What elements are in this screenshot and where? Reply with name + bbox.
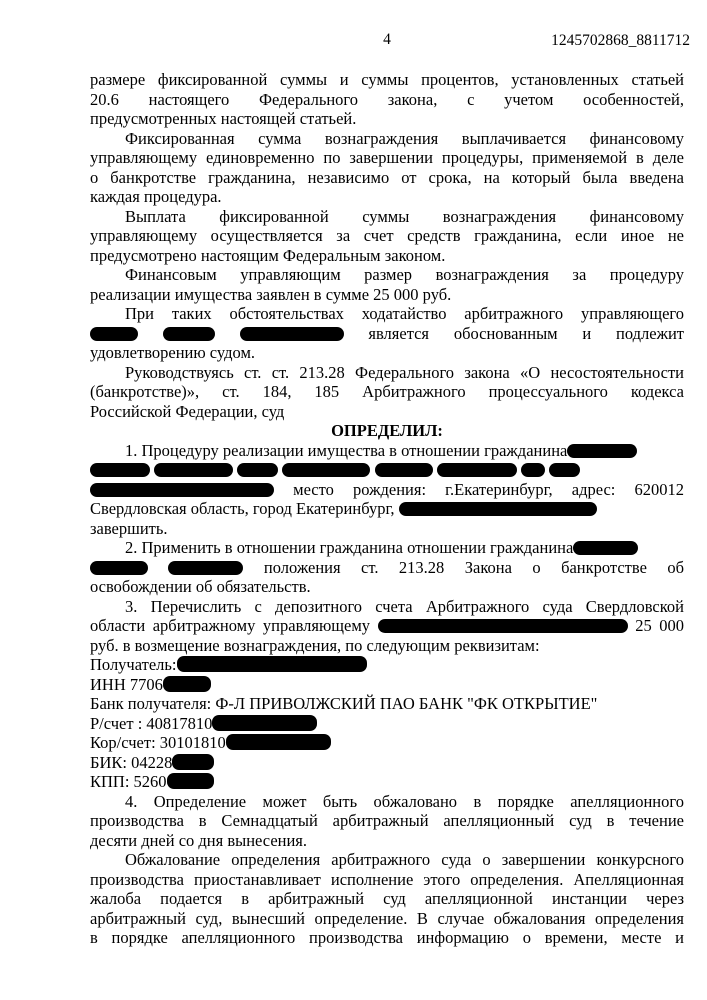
text-run: арбитражный суд, вынесший определение. В случае обжалования определения	[90, 908, 684, 928]
redaction-bar	[573, 541, 638, 555]
redaction-bar	[237, 463, 278, 477]
redaction-bar	[437, 463, 517, 477]
document-body	[90, 70, 684, 948]
text-run: При таких обстоятельствах ходатайство арбитражного управляющего	[125, 304, 684, 323]
text-run: Свердловская область, город Екатеринбург,	[90, 499, 395, 518]
document-line	[90, 889, 684, 909]
text-run: БИК: 04228	[90, 752, 173, 772]
document-line	[90, 655, 684, 675]
redaction-bar	[90, 327, 138, 341]
text-run: предусмотренных настоящей статьей.	[90, 109, 357, 128]
text-run: положения ст. 213.28 Закона о банкротстве об	[263, 557, 684, 577]
document-line	[90, 304, 684, 324]
document-line	[90, 831, 684, 851]
text-run: десяти дней со дня вынесения.	[90, 830, 308, 850]
text-run: завершить.	[90, 518, 168, 538]
document-line	[90, 714, 684, 734]
document-line	[90, 148, 684, 168]
redaction-bar	[375, 463, 433, 477]
text-run: удовлетворению судом.	[90, 343, 256, 362]
document-line	[90, 421, 684, 441]
redaction-bar	[90, 561, 148, 575]
text-run: (банкротстве)», ст. 184, 185 Арбитражного процессуального кодекса	[90, 382, 684, 401]
document-line	[90, 343, 684, 363]
document-id: 1245702868_8811712	[551, 32, 690, 49]
redaction-bar	[168, 561, 243, 575]
text-run: 4. Определение может быть обжаловано в порядке апелляционного	[125, 791, 684, 811]
text-run: Обжалование определения арбитражного суда о завершении конкурсного	[125, 850, 684, 869]
redaction-bar	[177, 656, 367, 672]
document-line	[90, 850, 684, 870]
document-line	[90, 246, 684, 266]
document-line	[90, 480, 684, 500]
document-line	[90, 928, 684, 948]
text-run: жалоба подается в арбитражный суд апелляционной инстанции через	[90, 889, 684, 908]
redaction-bar	[240, 327, 344, 341]
document-line	[90, 265, 684, 285]
document-line	[90, 792, 684, 812]
document-line	[90, 285, 684, 305]
text-run: управляющему единовременно по завершении процедуры, применяемой в деле	[90, 148, 684, 167]
text-run: предусмотрено настоящим Федеральным законом.	[90, 245, 446, 265]
redaction-bar	[378, 619, 628, 633]
document-line	[90, 382, 684, 402]
document-line	[90, 90, 684, 110]
document-line	[90, 694, 684, 714]
document-line	[90, 441, 684, 461]
document-line	[90, 499, 684, 519]
document-line	[90, 675, 684, 695]
document-line	[90, 519, 684, 539]
page-number: 4	[383, 31, 391, 48]
redaction-bar	[549, 463, 580, 477]
redaction-bar	[212, 715, 317, 731]
document-line	[90, 187, 684, 207]
text-run: каждая процедура.	[90, 187, 222, 206]
text-run: Выплата фиксированной суммы вознаграждения финансовому	[125, 206, 684, 226]
redaction-bar	[163, 327, 215, 341]
text-run: освобождении об обязательств.	[90, 577, 311, 596]
text-run: место рождения: г.Екатеринбург, адрес: 620012	[293, 479, 684, 499]
text-run: области арбитражному управляющему	[90, 616, 371, 635]
document-line	[90, 226, 684, 246]
redaction-bar	[90, 483, 274, 497]
text-run: производства приостанавливает исполнение этого определения. Апелляционная	[90, 869, 684, 889]
text-run: Банк получателя: Ф-Л ПРИВОЛЖСКИЙ ПАО БАНК "ФК ОТКРЫТИЕ"	[90, 694, 598, 713]
document-line	[90, 324, 684, 344]
text-run: Р/счет : 40817810	[90, 713, 213, 733]
redaction-bar	[90, 463, 150, 477]
text-run: размере фиксированной суммы и суммы процентов, установленных статьей	[90, 70, 684, 89]
text-run: ОПРЕДЕЛИЛ:	[331, 421, 443, 440]
redaction-bar	[399, 502, 597, 516]
document-line	[90, 909, 684, 929]
text-run: в порядке апелляционного производства информацию о времени, месте и	[90, 928, 684, 947]
text-run: 1. Процедуру реализации имущества в отношении гражданина	[125, 440, 568, 460]
document-line	[90, 597, 684, 617]
document-line	[90, 70, 684, 90]
redaction-bar	[154, 463, 233, 477]
document-line	[90, 363, 684, 383]
document-line	[90, 538, 684, 558]
text-run: руб. в возмещение вознаграждения, по следующим реквизитам:	[90, 635, 540, 655]
document-line	[90, 129, 684, 149]
document-line	[90, 616, 684, 636]
document-line	[90, 870, 684, 890]
text-run: о банкротстве гражданина, независимо от срока, на который была введена	[90, 167, 684, 187]
text-run: является обоснованным и подлежит	[368, 323, 685, 343]
document-line	[90, 207, 684, 227]
document-line	[90, 733, 684, 753]
document-line	[90, 811, 684, 831]
document-line	[90, 109, 684, 129]
text-run: Российской Федерации, суд	[90, 401, 285, 421]
redaction-bar	[226, 734, 331, 750]
redaction-bar	[567, 444, 637, 458]
text-run: производства в Семнадцатый арбитражный апелляционный суд в течение	[90, 811, 684, 830]
document-line	[90, 558, 684, 578]
text-run: 3. Перечислить с депозитного счета Арбитражного суда Свердловской	[125, 596, 684, 616]
text-run: Руководствуясь ст. ст. 213.28 Федерального закона «О несостоятельности	[125, 362, 684, 382]
redaction-bar	[521, 463, 545, 477]
redaction-bar	[167, 773, 214, 789]
text-run: КПП: 5260	[90, 772, 167, 791]
document-line	[90, 168, 684, 188]
document-line	[90, 772, 684, 792]
text-run: Кор/счет: 30101810	[90, 733, 226, 752]
text-run: реализации имущества заявлен в сумме 25 000 руб.	[90, 284, 452, 304]
text-run: Финансовым управляющим размер вознаграждения за процедуру	[125, 265, 684, 284]
text-run: 20.6 настоящего Федерального закона, с учетом особенностей,	[90, 89, 684, 109]
document-line	[90, 753, 684, 773]
redaction-bar	[172, 754, 214, 770]
document-line	[90, 402, 684, 422]
page-header	[0, 31, 707, 51]
document-line	[90, 577, 684, 597]
document-line	[90, 636, 684, 656]
text-run: управляющему осуществляется за счет средств гражданина, если иное не	[90, 226, 684, 245]
text-run: 25 000	[635, 616, 685, 635]
document-line	[90, 460, 684, 480]
redaction-bar	[163, 676, 211, 692]
text-run: Фиксированная сумма вознаграждения выплачивается финансовому	[125, 128, 684, 148]
text-run: ИНН 7706	[90, 674, 163, 694]
text-run: Получатель:	[90, 655, 177, 674]
text-run: 2. Применить в отношении гражданина отношении гражданина	[125, 538, 574, 557]
redaction-bar	[282, 463, 370, 477]
